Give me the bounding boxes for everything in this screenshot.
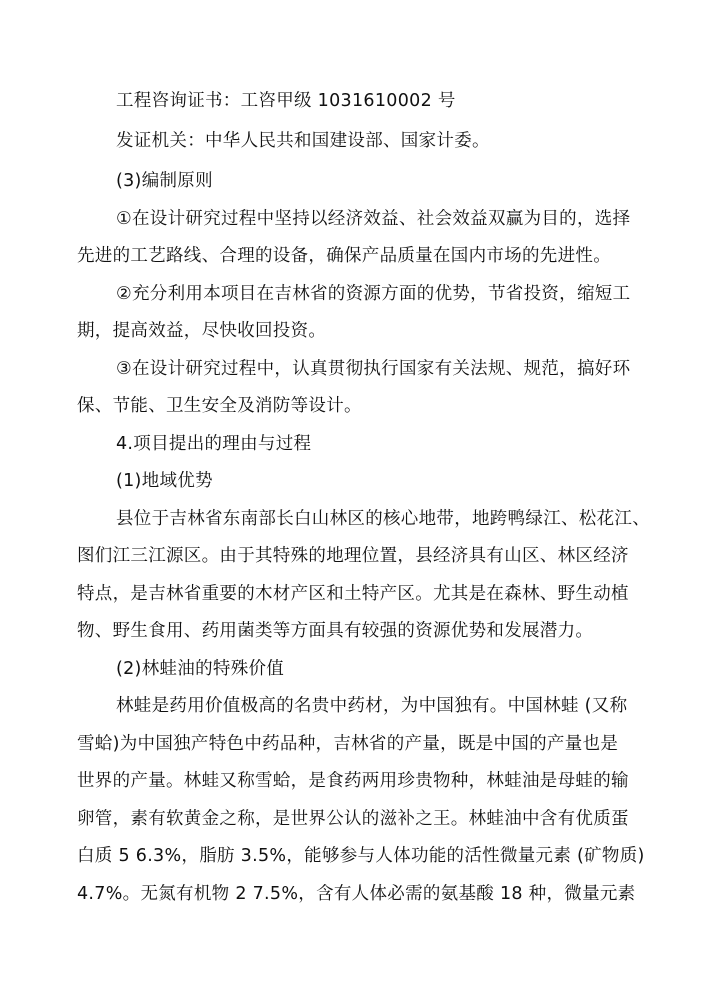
section-heading-principles: (3)编制原则: [116, 171, 213, 191]
paragraph-line: ①在设计研究过程中坚持以经济效益、社会效益双赢为目的，选择: [116, 209, 631, 229]
issuing-authority-line: 发证机关：中华人民共和国建设部、国家计委。: [116, 131, 490, 151]
paragraph-line: 保、节能、卫生安全及消防等设计。: [77, 396, 362, 416]
subsection-heading-value: (2)林蛙油的特殊价值: [116, 659, 285, 679]
paragraph-line: 物、野生食用、药用菌类等方面具有较强的资源优势和发展潜力。: [77, 621, 594, 641]
paragraph-line: 先进的工艺路线、合理的设备，确保产品质量在国内市场的先进性。: [77, 246, 611, 266]
paragraph-line: ③在设计研究过程中，认真贯彻执行国家有关法规、规范，搞好环: [116, 359, 631, 379]
cert-number-line: 工程咨询证书：工咨甲级 1031610002 号: [116, 91, 456, 111]
section-heading-reasons: 4.项目提出的理由与过程: [116, 434, 312, 454]
paragraph-line: 县位于吉林省东南部长白山林区的核心地带，地跨鸭绿江、松花江、: [116, 509, 650, 529]
paragraph-line: 图们江三江源区。由于其特殊的地理位置，县经济具有山区、林区经济: [77, 546, 629, 566]
paragraph-line: 白质 5 6.3%，脂肪 3.5%，能够参与人体功能的活性微量元素 (矿物质): [77, 846, 645, 866]
paragraph-line: 雪蛤)为中国独产特色中药品种，吉林省的产量，既是中国的产量也是: [77, 734, 619, 754]
paragraph-line: 世界的产量。林蛙又称雪蛤，是食药两用珍贵物种，林蛙油是母蛙的输: [77, 771, 629, 791]
paragraph-line: 4.7%。无氮有机物 2 7.5%，含有人体必需的氨基酸 18 种，微量元素: [77, 884, 636, 904]
subsection-heading-regional: (1)地域优势: [116, 471, 213, 491]
paragraph-line: 期，提高效益，尽快收回投资。: [77, 321, 327, 341]
paragraph-line: ②充分利用本项目在吉林省的资源方面的优势，节省投资，缩短工: [116, 284, 631, 304]
paragraph-line: 卵管，素有软黄金之称，是世界公认的滋补之王。林蛙油中含有优质蛋: [77, 809, 629, 829]
paragraph-line: 特点，是吉林省重要的木材产区和土特产区。尤其是在森林、野生动植: [77, 584, 629, 604]
paragraph-line: 林蛙是药用价值极高的名贵中药材，为中国独有。中国林蛙 (又称: [116, 696, 628, 716]
